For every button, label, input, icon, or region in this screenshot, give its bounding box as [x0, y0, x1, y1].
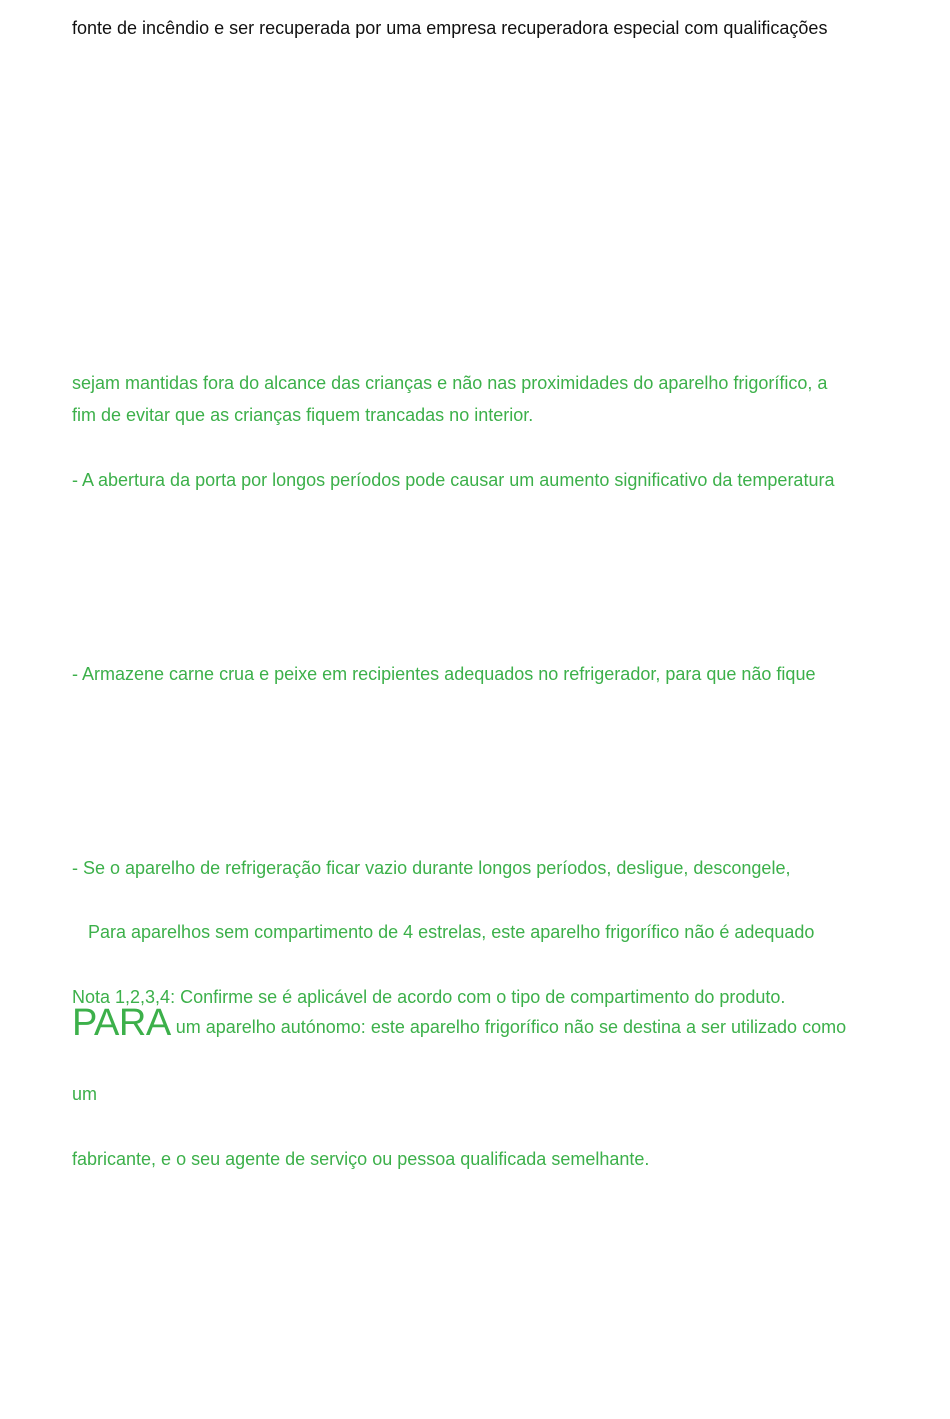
text-line-manufacturer: fabricante, e o seu agente de serviço ou pessoa qualificada semelhante. — [72, 1149, 650, 1169]
para-heading: PARA — [72, 1002, 171, 1044]
text-line-empty-appliance: - Se o aparelho de refrigeração ficar vazio durante longos períodos, desligue, descongele, — [72, 858, 791, 878]
text-line-raw-meat: - Armazene carne crua e peixe em recipientes adequados no refrigerador, para que não fique — [72, 664, 816, 684]
text-line-um: um — [72, 1084, 98, 1104]
text-line-four-star: Para aparelhos sem compartimento de 4 estrelas, este aparelho frigorífico não é adequado — [88, 922, 815, 942]
text-line-children-reach: sejam mantidas fora do alcance das crianças e não nas proximidades do aparelho frigorífico, a — [72, 373, 828, 393]
text-line-door-opening: - A abertura da porta por longos períodos pode causar um aumento significativo da temperatura — [72, 470, 835, 490]
text-line-standalone — [72, 1004, 846, 1042]
para-rest: um aparelho autónomo: este aparelho frigorífico não se destina a ser utilizado como — [175, 1017, 847, 1037]
text-line-trapped-inside: fim de evitar que as crianças fiquem trancadas no interior. — [72, 405, 534, 425]
text-line-fire-source: fonte de incêndio e ser recuperada por uma empresa recuperadora especial com qualificações — [72, 18, 828, 38]
text-line-note: Nota 1,2,3,4: Confirme se é aplicável de acordo com o tipo de compartimento do produto. — [72, 987, 786, 1007]
